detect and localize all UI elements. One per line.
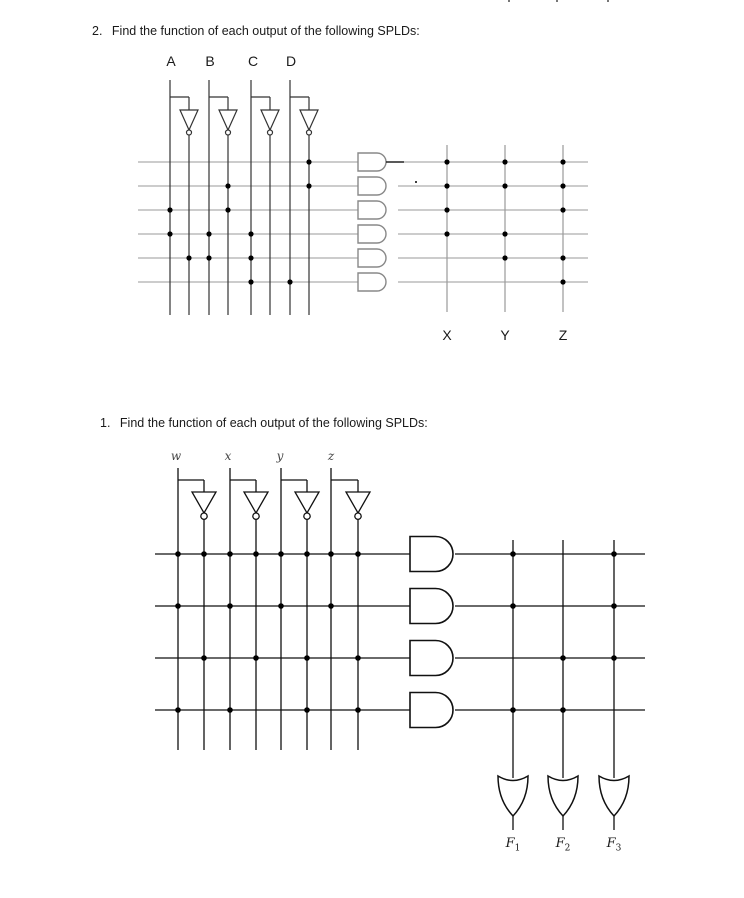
or-gate-icon (548, 776, 578, 816)
input-label-d: D (285, 53, 297, 69)
connection-dot (560, 655, 566, 661)
output-f2-name: F (555, 836, 565, 851)
input-label-a: A (166, 53, 176, 69)
question-1-number: 1. (100, 416, 111, 430)
input-label-x: x (224, 449, 232, 463)
connection-dot (227, 707, 233, 713)
question-1-text: Find the function of each output of the following SPLDs: (119, 416, 428, 430)
connection-dot (227, 551, 233, 557)
output-f3-sub: 3 (615, 843, 622, 854)
inverter-icon (346, 492, 370, 519)
input-label-y: y (276, 449, 284, 463)
or-gate-icon (599, 776, 629, 816)
connection-dot (328, 551, 334, 557)
connection-dot (355, 551, 361, 557)
connection-dot (253, 655, 259, 661)
output-f1-name: F (505, 836, 515, 851)
inverter-icon (192, 492, 216, 519)
question-2-number: 2. (92, 24, 103, 38)
connection-dot (175, 707, 181, 713)
inverter-icon (295, 492, 319, 519)
connection-dot (253, 551, 259, 557)
output-label-y: Y (500, 327, 510, 343)
connection-dot (278, 603, 284, 609)
inverter-icon (244, 492, 268, 519)
connection-dot (355, 707, 361, 713)
and-gate-icon (410, 537, 453, 572)
and-gate-icon (410, 589, 453, 624)
connection-dot (611, 603, 617, 609)
connection-dot (510, 603, 516, 609)
connection-dot (175, 603, 181, 609)
output-f3-name: F (606, 836, 616, 851)
question-2-text: Find the function of each output of the following SPLDs: (111, 24, 420, 38)
input-label-b: B (205, 53, 215, 69)
input-label-z: z (327, 449, 335, 463)
output-label-f1 (501, 836, 525, 854)
connection-dot (510, 551, 516, 557)
input-label-c: C (247, 53, 259, 69)
connection-dot (611, 551, 617, 557)
output-f1-sub: 1 (514, 843, 521, 854)
connection-dot (278, 551, 284, 557)
and-gate-icon (410, 641, 453, 676)
connection-dot (304, 655, 310, 661)
connection-dot (611, 655, 617, 661)
connection-dot (201, 655, 207, 661)
connection-dot (510, 707, 516, 713)
output-f2-sub: 2 (564, 843, 571, 854)
connection-dot (227, 603, 233, 609)
connection-dot (304, 551, 310, 557)
input-label-w: w (170, 449, 182, 463)
output-label-f3 (602, 836, 626, 854)
and-gate-icon (410, 693, 453, 728)
connection-dot (355, 655, 361, 661)
connection-dot (328, 603, 334, 609)
connection-dot (560, 707, 566, 713)
output-label-f2 (551, 836, 575, 854)
output-label-z: Z (558, 327, 568, 343)
connection-dot (304, 707, 310, 713)
output-label-x: X (442, 327, 452, 343)
connection-dot (175, 551, 181, 557)
connection-dot (201, 551, 207, 557)
or-gate-icon (498, 776, 528, 816)
